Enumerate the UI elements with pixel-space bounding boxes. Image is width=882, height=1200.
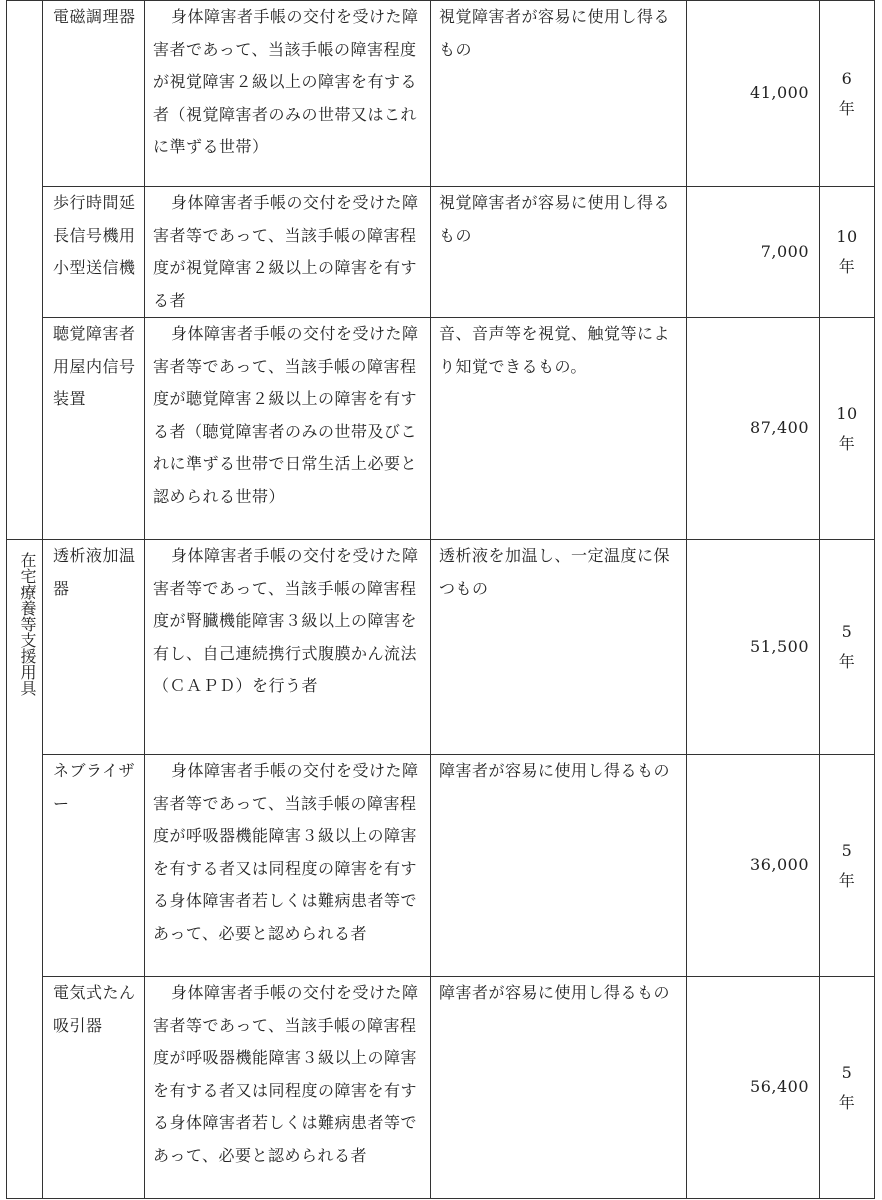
category-cell-empty [7, 1, 43, 540]
durability-years: 5 年 [820, 755, 875, 977]
standard-amount: 41,000 [687, 1, 820, 187]
standard-amount: 51,500 [687, 540, 820, 755]
eligibility-requirement: 身体障害者手帳の交付を受けた障害者であって、当該手帳の障害程度が視覚障害２級以上の障害を有する者（視覚障害者のみの世帯又はこれに準ずる世帯） [145, 1, 431, 187]
durability-years: 5 年 [820, 977, 875, 1199]
item-name: 透析液加温器 [43, 540, 145, 755]
item-name: 電磁調理器 [43, 1, 145, 187]
standard-amount: 36,000 [687, 755, 820, 977]
eligibility-requirement: 身体障害者手帳の交付を受けた障害者等であって、当該手帳の障害程度が呼吸器機能障害３級以上の障害を有する者又は同程度の障害を有する身体障害者若しくは難病患者等であって、必要と認められる者 [145, 755, 431, 977]
subsidy-items-table [6, 0, 875, 1199]
durability-years: 6 年 [820, 1, 875, 187]
eligibility-requirement: 身体障害者手帳の交付を受けた障害者等であって、当該手帳の障害程度が聴覚障害２級以上の障害を有する者（聴覚障害者のみの世帯及びこれに準ずる世帯で日常生活上必要と認められる世帯） [145, 318, 431, 540]
category-label: 在宅療養等支援用具 [7, 540, 43, 1199]
eligibility-requirement: 身体障害者手帳の交付を受けた障害者等であって、当該手帳の障害程度が呼吸器機能障害３級以上の障害を有する者又は同程度の障害を有する身体障害者若しくは難病患者等であって、必要と認められる者 [145, 977, 431, 1199]
table-row [7, 187, 875, 318]
item-specification: 視覚障害者が容易に使用し得るもの [431, 187, 687, 318]
durability-years: 10 年 [820, 318, 875, 540]
standard-amount: 56,400 [687, 977, 820, 1199]
standard-amount: 7,000 [687, 187, 820, 318]
standard-amount: 87,400 [687, 318, 820, 540]
item-specification: 視覚障害者が容易に使用し得るもの [431, 1, 687, 187]
durability-years: 10 年 [820, 187, 875, 318]
item-specification: 音、音声等を視覚、触覚等により知覚できるもの。 [431, 318, 687, 540]
table-row [7, 1, 875, 187]
eligibility-requirement: 身体障害者手帳の交付を受けた障害者等であって、当該手帳の障害程度が腎臓機能障害３級以上の障害を有し、自己連続携行式腹膜かん流法（ＣＡＰＤ）を行う者 [145, 540, 431, 755]
table-row [7, 755, 875, 977]
eligibility-requirement: 身体障害者手帳の交付を受けた障害者等であって、当該手帳の障害程度が視覚障害２級以上の障害を有する者 [145, 187, 431, 318]
item-name: 聴覚障害者用屋内信号装置 [43, 318, 145, 540]
table-row [7, 540, 875, 755]
table-row [7, 977, 875, 1199]
table-row [7, 318, 875, 540]
item-name: ネブライザー [43, 755, 145, 977]
item-specification: 透析液を加温し、一定温度に保つもの [431, 540, 687, 755]
item-name: 電気式たん吸引器 [43, 977, 145, 1199]
item-specification: 障害者が容易に使用し得るもの [431, 977, 687, 1199]
item-specification: 障害者が容易に使用し得るもの [431, 755, 687, 977]
durability-years: 5 年 [820, 540, 875, 755]
item-name: 歩行時間延長信号機用小型送信機 [43, 187, 145, 318]
